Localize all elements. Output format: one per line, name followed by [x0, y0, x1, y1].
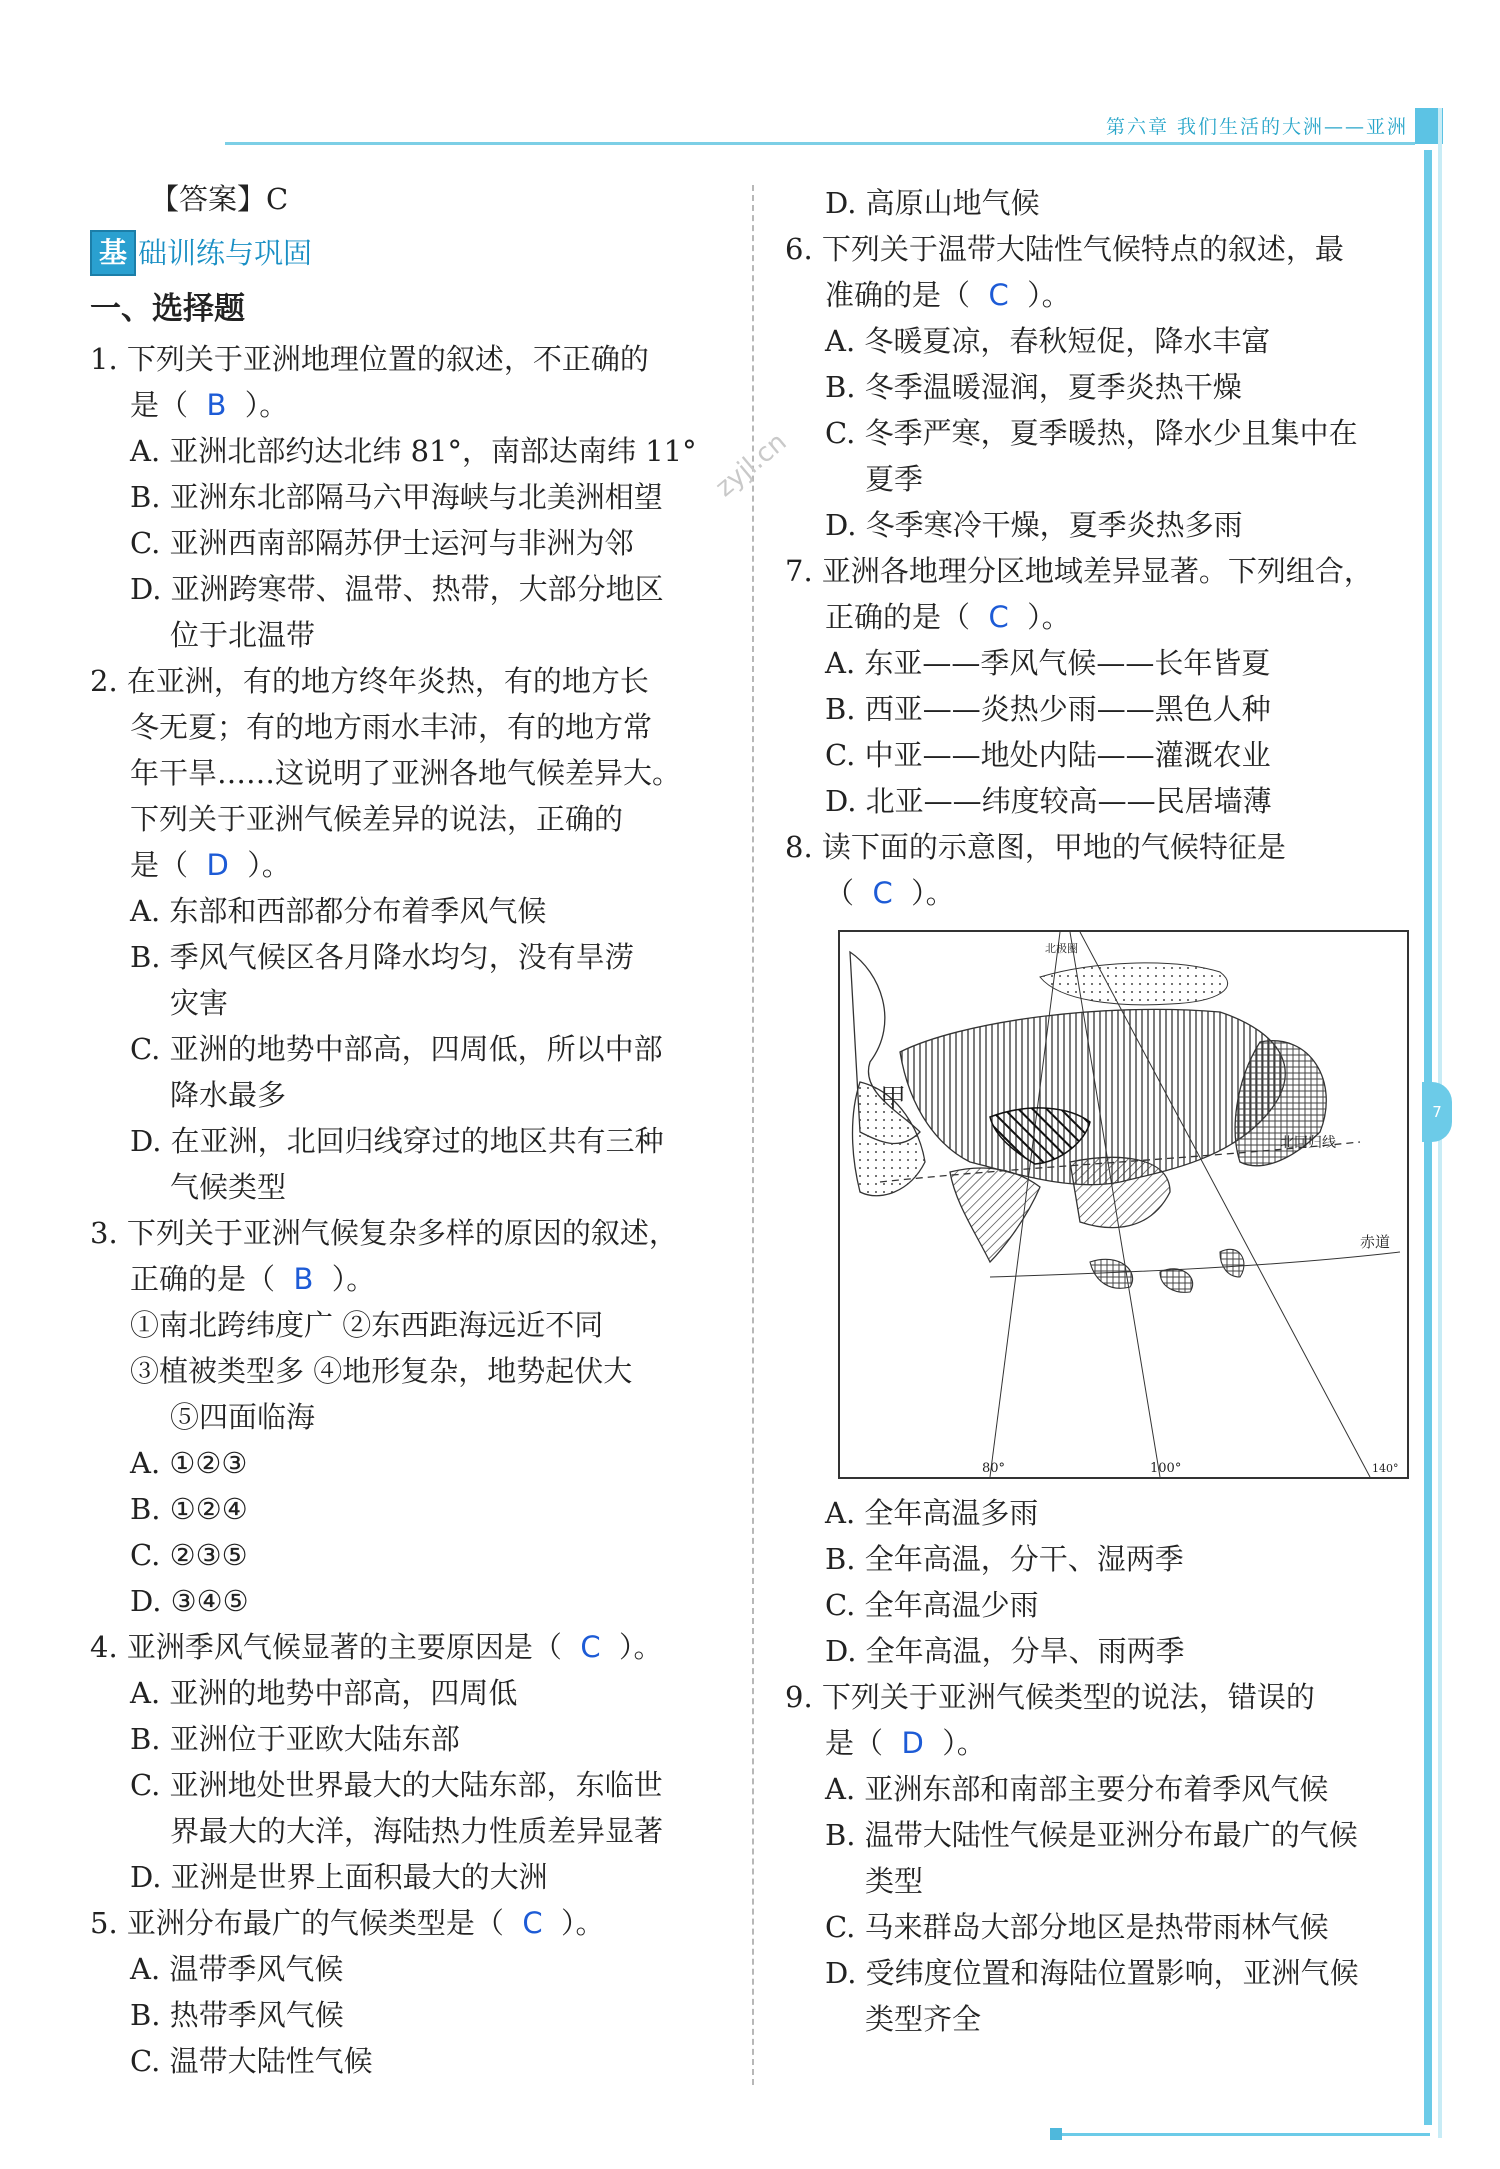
- equator-line: [990, 1252, 1400, 1277]
- map-svg: [840, 932, 1407, 1477]
- q3-factors-3: ⑤四面临海: [170, 1400, 316, 1434]
- q4-option-a: A. 亚洲的地势中部高，四周低: [130, 1676, 518, 1710]
- q5-option-a: A. 温带季风气候: [130, 1952, 344, 1986]
- q2-option-c: C. 亚洲的地势中部高，四周低，所以中部: [130, 1032, 663, 1066]
- q6-stem-2: 准确的是（: [825, 278, 971, 312]
- q3-option-d: D. ③④⑤: [130, 1584, 249, 1618]
- q9-stem: 9. 下列关于亚洲气候类型的说法，错误的: [785, 1680, 1315, 1714]
- q4-option-c: C. 亚洲地处世界最大的大陆东部，东临世: [130, 1768, 663, 1802]
- q7-stem-3: ）。: [1027, 600, 1071, 634]
- q2-stem: 2. 在亚洲，有的地方终年炎热，有的地方长: [90, 664, 649, 698]
- q1-answer: B: [206, 388, 227, 422]
- q2-answer: D: [206, 848, 229, 882]
- watermark: zyjl.cn: [710, 426, 793, 504]
- section-badge-label: 础训练与巩固: [138, 236, 313, 270]
- q2-stem-5: 是（: [130, 848, 189, 882]
- subtropical-monsoon-zone: [1070, 1157, 1170, 1227]
- q2-option-b-cont: 灾害: [170, 986, 229, 1020]
- question-9: [785, 1674, 1415, 2042]
- q8-option-b: B. 全年高温，分干、湿两季: [825, 1542, 1184, 1576]
- q5-option-c: C. 温带大陆性气候: [130, 2044, 373, 2078]
- q9-stem-2: 是（: [825, 1726, 884, 1760]
- left-column: [90, 176, 730, 2084]
- q5-answer: C: [522, 1906, 543, 1940]
- asia-climate-map: [838, 930, 1409, 1479]
- equator-label: 赤道: [1360, 1233, 1391, 1251]
- question-6: [785, 226, 1415, 548]
- q1-stem-2: 是（: [130, 388, 189, 422]
- jia-label: 甲: [880, 1084, 907, 1114]
- q1-stem-3: ）。: [244, 388, 289, 422]
- q3-stem-3: ）。: [331, 1262, 376, 1296]
- q5-stem: 5. 亚洲分布最广的气候类型是（: [90, 1906, 504, 1940]
- question-7: [785, 548, 1415, 824]
- q8-stem-2: （: [825, 876, 855, 910]
- q1-option-c: C. 亚洲西南部隔苏伊士运河与非洲为邻: [130, 526, 634, 560]
- section-badge-icon: 基: [90, 230, 136, 276]
- question-2: [90, 658, 730, 1210]
- q1-option-d-cont: 位于北温带: [170, 618, 316, 652]
- chapter-header: 第六章 我们生活的大洲——亚洲: [1105, 116, 1408, 138]
- q6-answer: C: [988, 278, 1009, 312]
- arctic-label: 北极圈: [1045, 942, 1078, 955]
- q2-stem-4: 下列关于亚洲气候差异的说法，正确的: [130, 802, 624, 836]
- q3-option-a: A. ①②③: [130, 1446, 248, 1480]
- lon-80-label: 80°: [982, 1461, 1006, 1476]
- q9-option-b: B. 温带大陆性气候是亚洲分布最广的气候: [825, 1818, 1358, 1852]
- q2-stem-2: 冬无夏；有的地方雨水丰沛，有的地方常: [130, 710, 653, 744]
- q6-stem-3: ）。: [1027, 278, 1071, 312]
- q7-option-d: D. 北亚——纬度较高——民居墙薄: [825, 784, 1272, 818]
- q8-stem-3: ）。: [911, 876, 955, 910]
- q2-stem-3: 年干旱……这说明了亚洲各地气候差异大。: [130, 756, 682, 790]
- section-badge: [90, 230, 730, 276]
- q8-option-d: D. 全年高温，分旱、雨两季: [825, 1634, 1185, 1668]
- q3-option-b: B. ①②④: [130, 1492, 248, 1526]
- q4-stem-2: ）。: [619, 1630, 663, 1664]
- q2-stem-6: ）。: [247, 848, 291, 882]
- q9-option-b-cont: 类型: [865, 1864, 924, 1898]
- q9-option-d: D. 受纬度位置和海陆位置影响，亚洲气候: [825, 1956, 1359, 1990]
- footer-rule: [1060, 2133, 1430, 2136]
- q6-option-d: D. 冬季寒冷干燥，夏季炎热多雨: [825, 508, 1243, 542]
- q7-option-a: A. 东亚——季风气候——长年皆夏: [825, 646, 1271, 680]
- q9-answer: D: [901, 1726, 924, 1760]
- q5-stem-2: ）。: [561, 1906, 605, 1940]
- q4-option-b: B. 亚洲位于亚欧大陆东部: [130, 1722, 460, 1756]
- question-5: [90, 1900, 730, 2084]
- q2-option-c-cont: 降水最多: [170, 1078, 287, 1112]
- question-8-stem: [785, 824, 1415, 916]
- q6-stem: 6. 下列关于温带大陆性气候特点的叙述，最: [785, 232, 1344, 266]
- q9-option-a: A. 亚洲东部和南部主要分布着季风气候: [825, 1772, 1329, 1806]
- q1-option-d: D. 亚洲跨寒带、温带、热带，大部分地区: [130, 572, 664, 606]
- q5-option-b: B. 热带季风气候: [130, 1998, 344, 2032]
- q3-option-c: C. ②③⑤: [130, 1538, 248, 1572]
- q3-factors-1: ①南北跨纬度广 ②东西距海远近不同: [130, 1308, 604, 1342]
- question-4: [90, 1624, 730, 1900]
- previous-answer: 【答案】C: [150, 182, 289, 216]
- q2-option-d-cont: 气候类型: [170, 1170, 287, 1204]
- q3-stem-2: 正确的是（: [130, 1262, 276, 1296]
- right-column-top: [785, 180, 1415, 916]
- q9-stem-3: ）。: [942, 1726, 986, 1760]
- lon-140-label: 140°: [1372, 1462, 1399, 1475]
- tropic-label: 北回归线: [1280, 1135, 1336, 1151]
- q5-option-d: D. 高原山地气候: [825, 186, 1040, 220]
- q1-stem: 1. 下列关于亚洲地理位置的叙述，不正确的: [90, 342, 649, 376]
- q4-option-c-cont: 界最大的大洋，海陆热力性质差异显著: [170, 1814, 664, 1848]
- q4-option-d: D. 亚洲是世界上面积最大的大洲: [130, 1860, 548, 1894]
- q7-option-b: B. 西亚——炎热少雨——黑色人种: [825, 692, 1271, 726]
- q1-option-b: B. 亚洲东北部隔马六甲海峡与北美洲相望: [130, 480, 663, 514]
- right-column-bottom: [785, 1490, 1415, 2042]
- q6-option-b: B. 冬季温暖湿润，夏季炎热干燥: [825, 370, 1242, 404]
- q7-stem: 7. 亚洲各地理分区地域差异显著。下列组合，: [785, 554, 1373, 588]
- q9-option-c: C. 马来群岛大部分地区是热带雨林气候: [825, 1910, 1329, 1944]
- tundra-zone: [1040, 963, 1228, 1005]
- q7-stem-2: 正确的是（: [825, 600, 971, 634]
- q6-option-c-cont: 夏季: [865, 462, 924, 496]
- footer-square: [1050, 2128, 1062, 2140]
- q1-option-a: A. 亚洲北部约达北纬 81°，南部达南纬 11°: [130, 434, 697, 468]
- page-number: 7: [1422, 1082, 1452, 1142]
- q7-answer: C: [988, 600, 1009, 634]
- q9-option-d-cont: 类型齐全: [865, 2002, 982, 2036]
- q2-option-a: A. 东部和西部都分布着季风气候: [130, 894, 547, 928]
- lon-100-label: 100°: [1150, 1461, 1182, 1476]
- q6-option-a: A. 冬暖夏凉，春秋短促，降水丰富: [825, 324, 1271, 358]
- india-zone: [950, 1168, 1040, 1262]
- q8-option-a: A. 全年高温多雨: [825, 1496, 1039, 1530]
- question-3: [90, 1210, 730, 1624]
- q3-stem: 3. 下列关于亚洲气候复杂多样的原因的叙述，: [90, 1216, 678, 1250]
- q2-option-b: B. 季风气候区各月降水均匀，没有旱涝: [130, 940, 634, 974]
- q8-option-c: C. 全年高温少雨: [825, 1588, 1039, 1622]
- header-rule: [225, 142, 1415, 145]
- question-1: [90, 336, 730, 658]
- q4-stem: 4. 亚洲季风气候显著的主要原因是（: [90, 1630, 562, 1664]
- q3-answer: B: [293, 1262, 314, 1296]
- q7-option-c: C. 中亚——地处内陆——灌溉农业: [825, 738, 1271, 772]
- q8-stem: 8. 读下面的示意图，甲地的气候特征是: [785, 830, 1286, 864]
- q3-factors-2: ③植被类型多 ④地形复杂，地势起伏大: [130, 1354, 633, 1388]
- q2-option-d: D. 在亚洲，北回归线穿过的地区共有三种: [130, 1124, 664, 1158]
- question-8-options: [785, 1490, 1415, 1674]
- malay-islands-zone: [1090, 1249, 1244, 1292]
- q6-option-c: C. 冬季严寒，夏季暖热，降水少且集中在: [825, 416, 1358, 450]
- q4-answer: C: [580, 1630, 601, 1664]
- q8-answer: C: [872, 876, 893, 910]
- section-title: 一、选择题: [90, 291, 245, 327]
